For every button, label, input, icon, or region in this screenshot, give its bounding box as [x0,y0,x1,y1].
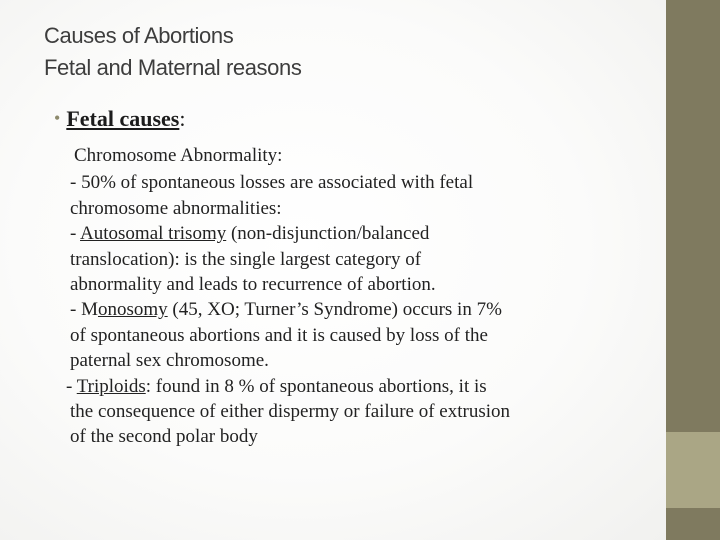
paragraph-4-line-1 [66,374,666,399]
p4-text: : found in 8 % of spontaneous abortions, it is [145,375,487,397]
p4-dash: - [66,375,77,397]
paragraph-3-line-1 [66,297,666,322]
paragraph-1-line-1: - 50% of spontaneous losses are associated with fetal [70,172,474,194]
paragraph-3-line-3: paternal sex chromosome. [70,350,269,372]
bullet-dot-icon: • [54,108,61,128]
paragraph-2-line-2: translocation): is the single largest category of [70,248,422,270]
p3-text: (45, XO; Turner’s Syndrome) occurs in 7% [167,299,502,321]
paragraph-2-line-3: abnormality and leads to recurrence of abortion. [70,274,436,296]
bullet-heading: Fetal causes [66,106,180,131]
slide-title [44,20,644,84]
title-line-1: Causes of Abortions [44,23,234,48]
term-triploids: Triploids [76,375,146,397]
paragraph-4-line-3: of the second polar body [70,426,258,448]
p2-text: (non-disjunction/balanced [226,223,430,245]
paragraph-1-line-2: chromosome abnormalities: [70,197,282,219]
paragraph-3-line-2: of spontaneous abortions and it is caused by loss of the [70,324,488,346]
p3-dash: - M [70,299,98,321]
paragraph-2-line-1 [66,221,666,246]
bullet-fetal-causes [54,105,185,134]
term-monosomy: onosomy [97,299,168,321]
paragraph-4-line-2: the consequence of either dispermy or failure of extrusion [70,401,511,423]
p2-dash: - [70,223,81,245]
bullet-colon: : [179,106,186,131]
title-line-2: Fetal and Maternal reasons [44,55,302,80]
content-body [66,143,666,450]
term-autosomal-trisomy: Autosomal trisomy [80,223,227,245]
side-accent [666,432,720,508]
subheading: Chromosome Abnormality: [74,145,283,166]
